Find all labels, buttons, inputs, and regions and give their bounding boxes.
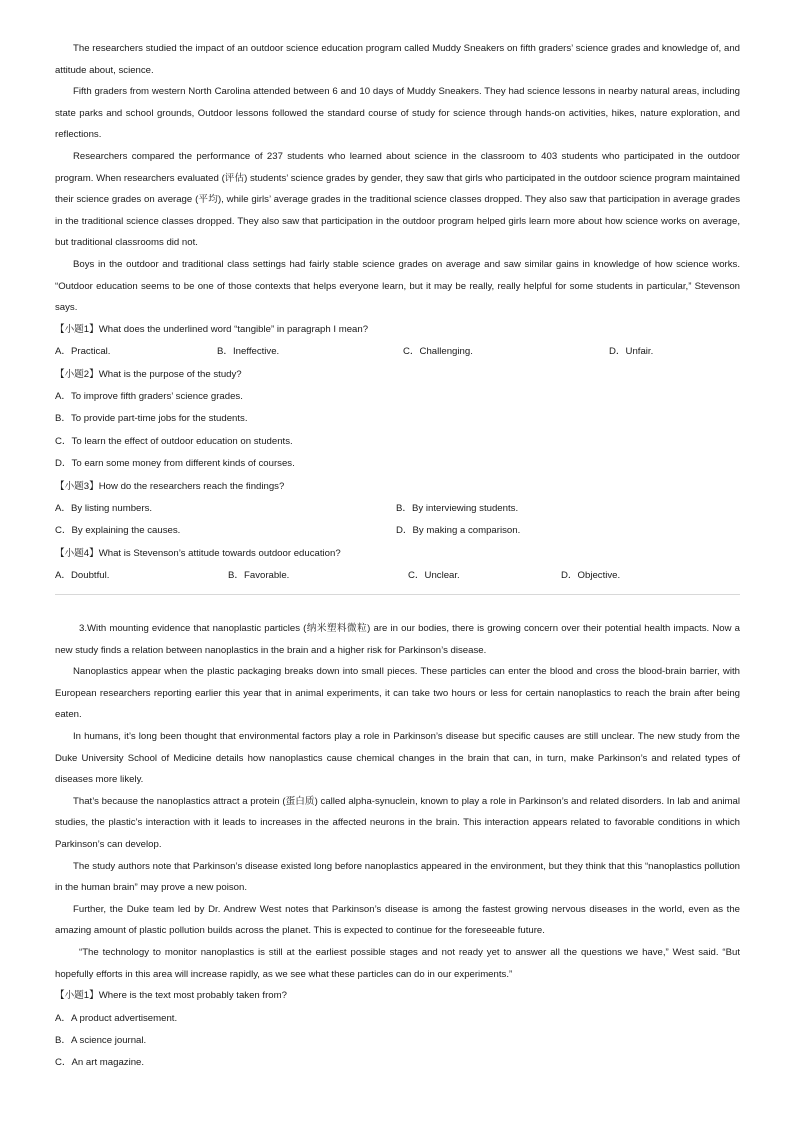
- option-b: B．A science journal.: [55, 1034, 147, 1046]
- question-stem: 【小题1】What does the underlined word “tangible” in paragraph I mean?: [55, 323, 369, 335]
- option-c: C．By explaining the causes.: [55, 525, 181, 537]
- question-stem: 【小题1】Where is the text most probably taken from?: [55, 990, 287, 1002]
- question-stem: 【小题2】What is the purpose of the study?: [55, 368, 242, 380]
- option-a: A．Practical.: [55, 346, 111, 358]
- passage-nanoplastics: [55, 618, 740, 1075]
- option-c: C．Challenging.: [403, 346, 473, 358]
- option-a: A．Doubtful.: [55, 570, 110, 582]
- paragraph: Fifth graders from western North Carolina attended between 6 and 10 days of Muddy Sneakers. They had science lessons in nearby natural areas, including state parks and school grounds, Outdoor lessons followed the standard course of study for science through hands-on activities, hikes, nature exploration, and reflections.: [55, 86, 740, 141]
- option-d: D．Objective.: [561, 570, 621, 582]
- paragraph: In humans, it’s long been thought that environmental factors play a role in Parkinson’s disease but specific causes are still unclear. The new study from the Duke University School of Medicine details how nanoplastics cause chemical changes in the brain that can, in turn, make Parkinson’s and related types of diseases more likely.: [55, 730, 740, 786]
- option-d: D．By making a comparison.: [396, 525, 521, 537]
- paragraph: 3.With mounting evidence that nanoplastic particles (纳米塑料微粒) are in our bodies, there is growing concern over their potential health impacts. Now a new study finds a relation between nanoplastics in the brain and a higher risk for Parkinson’s disease.: [55, 623, 740, 656]
- option-d: D．Unfair.: [609, 346, 654, 358]
- options-row: [55, 498, 740, 520]
- question-stem: 【小题3】How do the researchers reach the findings?: [55, 480, 285, 492]
- option-d: D．To earn some money from different kinds of courses.: [55, 458, 295, 470]
- option-c: C．Unclear.: [408, 570, 460, 582]
- option-b: B．Favorable.: [228, 570, 290, 582]
- option-a: A．By listing numbers.: [55, 502, 153, 514]
- question-stem: 【小题4】What is Stevenson’s attitude towards outdoor education?: [55, 547, 341, 559]
- options-row: [55, 341, 740, 363]
- paragraph: Boys in the outdoor and traditional class settings had fairly stable science grades on average and saw similar gains in knowledge of how science works. “Outdoor education seems to be one of those contexts that helps everyone learn, but it may be really, really helpful for some students in particular,” Stevenson says.: [55, 258, 740, 314]
- paragraph: Researchers compared the performance of 237 students who learned about science in the classroom to 403 students who participated in the outdoor program. When researchers evaluated (评估) students’ science grades by gender, they saw that girls who participated in the outdoor science program maintained their science grades on average (平均), while girls’ average grades in the traditional science classes dropped. They also saw that participation in average grades in the traditional science classes dropped. They also saw that participation in the outdoor program helped girls learn more about how science works on average, but traditional classrooms did not.: [55, 150, 740, 249]
- option-b: B．Ineffective.: [217, 346, 280, 358]
- options-row: [55, 520, 740, 542]
- option-b: B．By interviewing students.: [396, 502, 519, 514]
- paragraph: The researchers studied the impact of an outdoor science education program called Muddy Sneakers on fifth graders’ science grades and knowledge of, and attitude about, science.: [55, 43, 740, 76]
- paragraph: That’s because the nanoplastics attract a protein (蛋白质) called alpha-synuclein, known to play a role in Parkinson’s and related disorders. In lab and animal studies, the plastic’s interaction with it leads to increases in the affected neurons in the brain. This interaction appears related to favorable conditions in which Parkinson’s can develop.: [55, 795, 740, 850]
- paragraph: The study authors note that Parkinson’s disease existed long before nanoplastics appeared in the environment, but they think that this “nanoplastics pollution in the human brain” may prove a new poison.: [55, 860, 740, 894]
- paragraph: “The technology to monitor nanoplastics is still at the earliest possible stages and not ready yet to answer all the questions we have,” West said. “But hopefully efforts in this area will increase rapidly, as we see what these particles can do in our experiments.”: [55, 946, 740, 980]
- option-c: C．An art magazine.: [55, 1057, 145, 1069]
- passage-muddy-sneakers: [55, 38, 740, 588]
- option-c: C．To learn the effect of outdoor education on students.: [55, 435, 293, 447]
- paragraph: Nanoplastics appear when the plastic packaging breaks down into small pieces. These particles can enter the blood and cross the blood-brain barrier, with European researchers reporting earlier this year that in animal experiments, it can take two hours or less for certain nanoplastics to reach the brain after being eaten.: [55, 666, 740, 721]
- option-b: B．To provide part-time jobs for the students.: [55, 413, 248, 425]
- options-row: [55, 565, 740, 587]
- section-divider: [55, 594, 740, 595]
- option-a: A．A product advertisement.: [55, 1012, 178, 1024]
- option-a: A．To improve fifth graders’ science grades.: [55, 390, 243, 402]
- paragraph: Further, the Duke team led by Dr. Andrew West notes that Parkinson’s disease is among the fastest growing nervous diseases in the world, even as the amazing amount of plastic pollution builds across the planet. This is expected to continue for the foreseeable future.: [55, 903, 740, 937]
